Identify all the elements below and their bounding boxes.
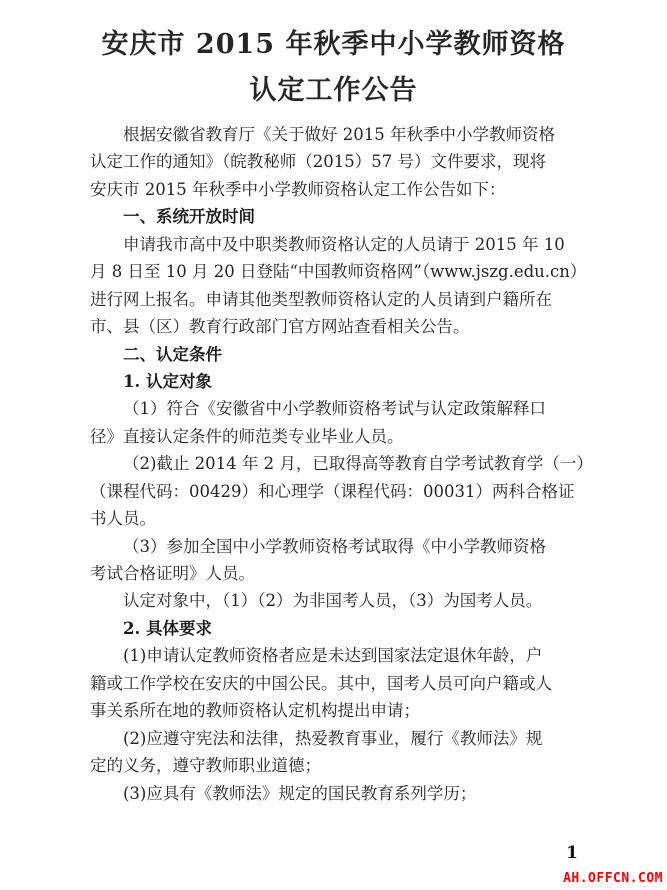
body-text-line: 书人员。 — [90, 509, 156, 529]
watermark-text: AH.OFFCN.COM — [563, 871, 663, 886]
document-title-line-2: 认定工作公告 — [249, 75, 418, 106]
body-text-line: 月 8 日至 10 月 20 日登陆“中国教师资格网”（www.jszg.edu.cn） — [90, 262, 587, 282]
section-heading-line: 1. 认定对象 — [123, 371, 212, 391]
page-number: 1 — [566, 843, 578, 863]
document-title-line-1: 安庆市 2015 年秋季中小学教师资格 — [101, 29, 566, 60]
body-text-line: 申请我市高中及中职类教师资格认定的人员请于 2015 年 10 — [123, 234, 565, 254]
body-text-line: 认定工作的通知》（皖教秘师（2015）57 号）文件要求，现将 — [90, 152, 546, 172]
body-text-line: (3)应具有《教师法》规定的国民教育系列学历； — [123, 783, 477, 803]
body-text-line: 籍或工作学校在安庆的中国公民。其中，国考人员可向户籍或人 — [90, 673, 552, 693]
body-text-line: （2)截止 2014 年 2 月，已取得高等教育自学考试教育学（一） — [123, 454, 593, 474]
body-text-line: (2)应遵守宪法和法律，热爱教育事业，履行《教师法》规 — [123, 728, 543, 748]
section-heading-line: 一、系统开放时间 — [123, 207, 255, 227]
body-text-line: 安庆市 2015 年秋季中小学教师资格认定工作公告如下： — [90, 179, 506, 199]
body-text-line: 市、县（区）教育行政部门官方网站查看相关公告。 — [90, 317, 470, 337]
body-text-line: 径》直接认定条件的师范类专业毕业人员。 — [90, 426, 404, 446]
body-text-line: 事关系所在地的教师资格认定机构提出申请； — [90, 701, 420, 721]
body-text-line: 认定对象中，（1）（2）为非国考人员，（3）为国考人员。 — [123, 591, 543, 611]
document-title — [0, 22, 667, 114]
section-heading-line: 2. 具体要求 — [123, 618, 212, 638]
section-heading-line: 二、认定条件 — [123, 344, 222, 364]
body-text-line: （课程代码：00429）和心理学（课程代码：00031）两科合格证 — [90, 481, 575, 501]
body-text-line: （3）参加全国中小学教师资格考试取得《中小学教师资格 — [123, 536, 546, 556]
document-body — [90, 121, 593, 807]
body-text-line: 考试合格证明》人员。 — [90, 564, 255, 583]
body-text-line: (1)申请认定教师资格者应是未达到国家法定退休年龄，户 — [123, 646, 543, 666]
body-text-line: （1）符合《安徽省中小学教师资格考试与认定政策解释口 — [123, 399, 546, 419]
body-text-line: 进行网上报名。申请其他类型教师资格认定的人员请到户籍所在 — [90, 289, 552, 309]
body-text-line: 定的义务，遵守教师职业道德； — [90, 756, 321, 776]
body-text-line: 根据安徽省教育厅《关于做好 2015 年秋季中小学教师资格 — [123, 125, 555, 144]
